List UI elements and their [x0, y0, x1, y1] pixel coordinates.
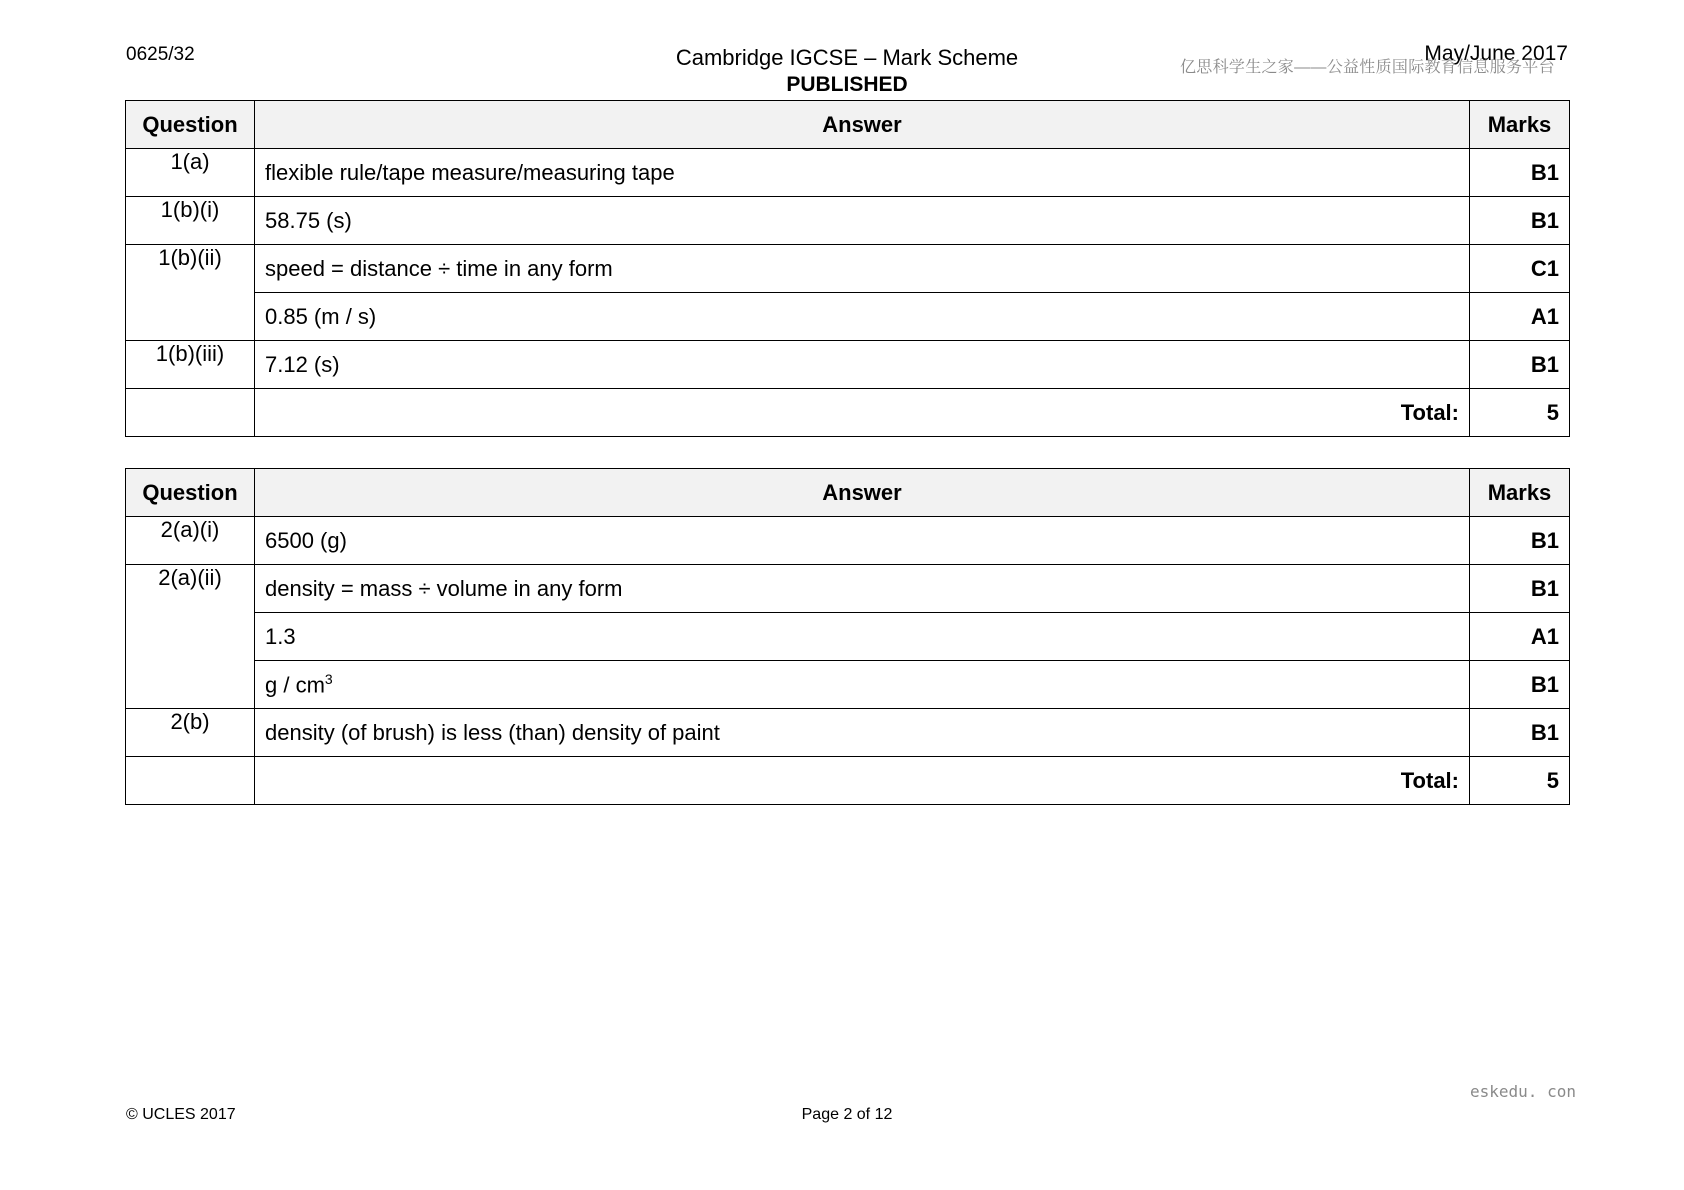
question-cell: 1(a): [126, 149, 255, 197]
answer-cell: speed = distance ÷ time in any form: [255, 245, 1470, 293]
total-value: 5: [1470, 389, 1570, 437]
answer-header: Answer: [255, 101, 1470, 149]
question-cell: 2(a)(ii): [126, 565, 255, 709]
total-value: 5: [1470, 757, 1570, 805]
total-row: [126, 389, 1570, 437]
table-row: [126, 341, 1570, 389]
mark-scheme-table-1: [125, 100, 1570, 437]
mark-scheme-table-2: [125, 468, 1570, 805]
table-row: [126, 661, 1570, 709]
total-row: [126, 757, 1570, 805]
answer-cell: density = mass ÷ volume in any form: [255, 565, 1470, 613]
unit-exponent: 3: [324, 670, 333, 687]
total-label: Total:: [255, 757, 1470, 805]
answer-header: Answer: [255, 469, 1470, 517]
paper-code: 0625/32: [126, 44, 195, 65]
marks-cell: B1: [1470, 565, 1570, 613]
header-watermark: 亿思科学生之家——公益性质国际教育信息服务平台: [1180, 59, 1555, 76]
session-label: May/June 2017: [1424, 42, 1568, 65]
answer-cell: [255, 661, 1470, 709]
answer-cell: 6500 (g): [255, 517, 1470, 565]
table-row: [126, 565, 1570, 613]
question-header: Question: [126, 101, 255, 149]
published-label: PUBLISHED: [786, 73, 908, 96]
table-row: [126, 293, 1570, 341]
marks-cell: A1: [1470, 613, 1570, 661]
copyright: © UCLES 2017: [126, 1106, 236, 1123]
unit-text: g / cm: [265, 672, 325, 698]
empty-cell: [126, 389, 255, 437]
table-row: [126, 613, 1570, 661]
title-text: Cambridge IGCSE – Mark Scheme: [675, 45, 1019, 70]
answer-cell: 7.12 (s): [255, 341, 1470, 389]
marks-cell: B1: [1470, 341, 1570, 389]
answer-cell: 1.3: [255, 613, 1470, 661]
table-row: [126, 709, 1570, 757]
marks-cell: B1: [1470, 517, 1570, 565]
answer-cell: density (of brush) is less (than) density of paint: [255, 709, 1470, 757]
marks-cell: B1: [1470, 661, 1570, 709]
question-cell: 2(b): [126, 709, 255, 757]
answer-cell: 0.85 (m / s): [255, 293, 1470, 341]
marks-cell: C1: [1470, 245, 1570, 293]
question-header: Question: [126, 469, 255, 517]
question-cell: 2(a)(i): [126, 517, 255, 565]
table-row: [126, 197, 1570, 245]
table-row: [126, 245, 1570, 293]
table-row: [126, 149, 1570, 197]
marks-cell: B1: [1470, 197, 1570, 245]
empty-cell: [126, 757, 255, 805]
page-number: Page 2 of 12: [801, 1106, 893, 1123]
answer-cell: 58.75 (s): [255, 197, 1470, 245]
question-cell: 1(b)(i): [126, 197, 255, 245]
table-header-row: [126, 101, 1570, 149]
question-cell: 1(b)(iii): [126, 341, 255, 389]
answer-cell: flexible rule/tape measure/measuring tape: [255, 149, 1470, 197]
marks-header: Marks: [1470, 469, 1570, 517]
footer-watermark: eskedu. con: [1470, 1082, 1576, 1101]
marks-cell: A1: [1470, 293, 1570, 341]
table-header-row: [126, 469, 1570, 517]
table-row: [126, 517, 1570, 565]
question-cell: 1(b)(ii): [126, 245, 255, 341]
total-label: Total:: [255, 389, 1470, 437]
marks-header: Marks: [1470, 101, 1570, 149]
marks-cell: B1: [1470, 709, 1570, 757]
marks-cell: B1: [1470, 149, 1570, 197]
